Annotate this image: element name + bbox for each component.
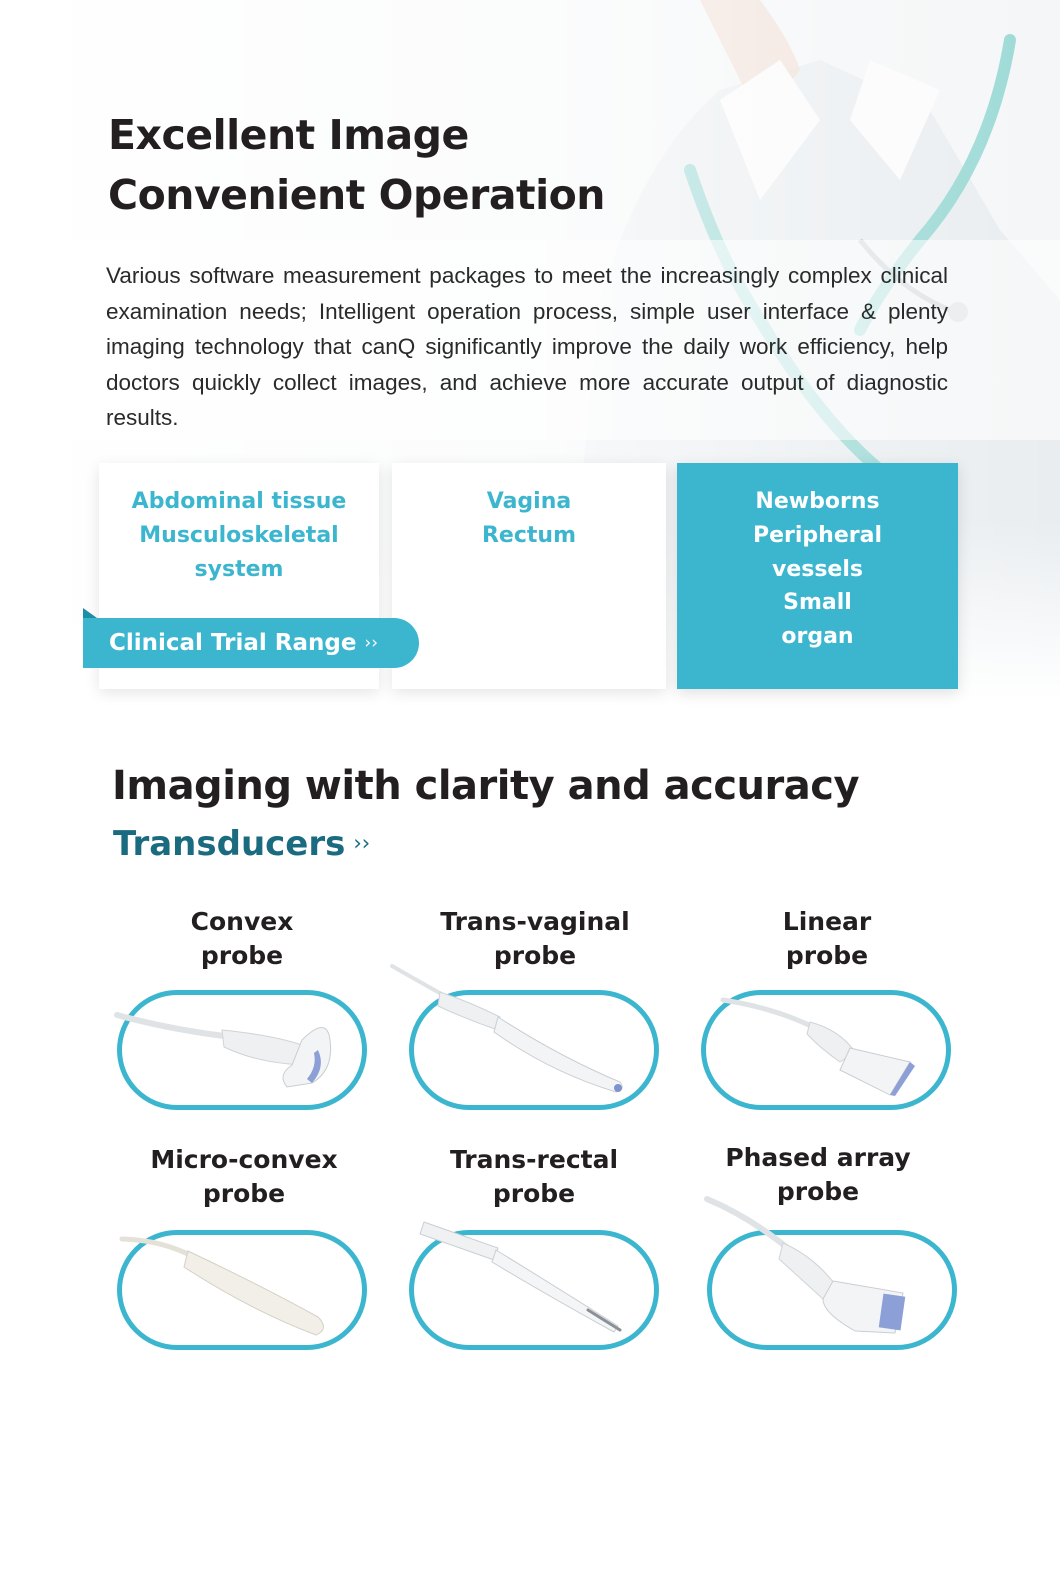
card-line: Newborns [755, 489, 880, 514]
probe-label-micro-convex [124, 1143, 364, 1211]
micro-convex-probe-icon [120, 1225, 340, 1340]
convex-probe-icon [112, 995, 372, 1105]
phased-array-probe-icon [705, 1195, 925, 1345]
card-line: vessels [771, 556, 863, 582]
double-chevron-right-icon: ›› [353, 831, 371, 855]
clinical-card-newborns [677, 463, 958, 689]
card-line: Peripheral [752, 522, 882, 548]
probe-label-trans-rectal [414, 1143, 654, 1211]
probe-type: probe [200, 941, 284, 970]
card-line: system [194, 556, 284, 582]
probe-name: Micro-convex [150, 1145, 338, 1174]
intro-paragraph: Various software measurement packages to meet the increasingly complex clinical examination needs; Intelligent operation process, simple user interface & plenty imaging technology that canQ significantly improve the daily work efficiency, help doctors quickly collect images, and achieve more accurate output of diagnostic results. [106, 263, 948, 430]
card-line: Abdominal tissue [131, 489, 347, 514]
trans-vaginal-probe-icon [390, 962, 640, 1102]
transducers-label: Transducers [113, 824, 346, 864]
probe-label-convex [122, 905, 362, 973]
page-headline [108, 105, 605, 225]
linear-probe-icon [715, 990, 935, 1100]
probe-type: probe [202, 1179, 286, 1208]
transducers-heading [113, 820, 370, 867]
trans-rectal-probe-icon [418, 1218, 638, 1338]
probe-type: probe [785, 941, 869, 970]
card-line: Rectum [481, 522, 576, 548]
card-line: Vagina [486, 489, 572, 514]
range-label: Clinical Trial Range [109, 630, 357, 656]
headline-line-2: Convenient Operation [108, 171, 605, 219]
probe-name: Phased array [725, 1143, 911, 1172]
double-chevron-right-icon: ›› [364, 633, 379, 653]
probe-name: Linear [782, 907, 872, 936]
imaging-section-title: Imaging with clarity and accuracy [112, 763, 860, 809]
clinical-card-vagina-rectum [392, 463, 666, 689]
card-line: Musculoskeletal [139, 522, 339, 548]
probe-name: Trans-vaginal [440, 907, 630, 936]
probe-name: Convex [190, 907, 294, 936]
probe-label-linear [707, 905, 947, 973]
card-line: Small [783, 590, 852, 616]
card-line: organ [781, 624, 854, 650]
probe-type: probe [492, 1179, 576, 1208]
probe-type: probe [493, 941, 577, 970]
clinical-trial-range-banner [83, 618, 419, 668]
headline-line-1: Excellent Image [108, 111, 469, 159]
probe-name: Trans-rectal [449, 1145, 619, 1174]
probe-type: probe [776, 1177, 860, 1206]
